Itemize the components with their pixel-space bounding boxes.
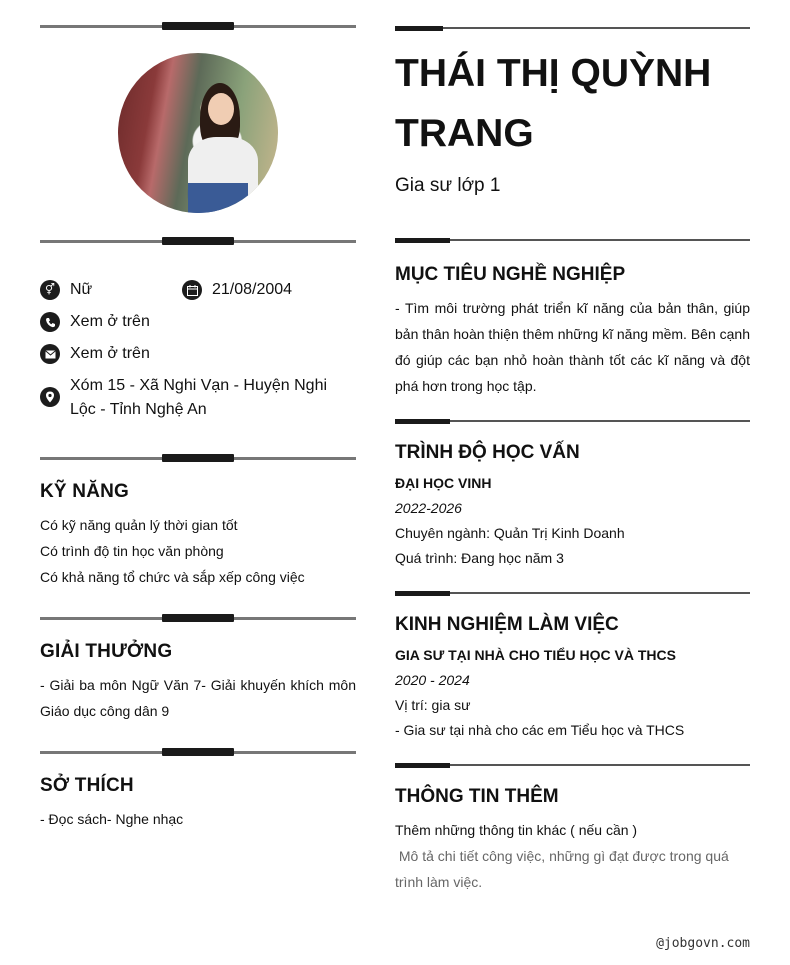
map-pin-icon [40, 387, 60, 407]
extra-block [395, 817, 750, 895]
extra-heading: THÔNG TIN THÊM [395, 786, 559, 807]
education-period: 2022-2026 [395, 500, 462, 516]
birthdate-value: 21/08/2004 [212, 281, 293, 298]
experience-role: GIA SƯ TẠI NHÀ CHO TIỂU HỌC VÀ THCS [395, 647, 676, 663]
section-divider [395, 26, 750, 32]
hobbies-heading: SỞ THÍCH [40, 775, 134, 796]
avatar [118, 53, 278, 213]
section-divider [40, 22, 356, 32]
watermark: @jobgovn.com [656, 936, 750, 951]
calendar-icon [182, 280, 202, 300]
section-divider [395, 591, 750, 597]
education-major: Chuyên ngành: Quản Trị Kinh Doanh [395, 525, 625, 541]
section-divider [40, 614, 356, 624]
address-value: Xóm 15 - Xã Nghi Vạn - Huyện Nghi Lộc - Tỉnh Nghệ An [70, 377, 328, 418]
awards-heading: GIẢI THƯỞNG [40, 641, 173, 662]
experience-position: Vị trí: gia sư [395, 697, 471, 713]
section-divider [40, 237, 356, 247]
experience-heading: KINH NGHIỆM LÀM VIỆC [395, 614, 619, 635]
birthdate-row [182, 278, 292, 302]
candidate-name: THÁI THỊ QUỲNH TRANG [395, 52, 712, 155]
email-value: Xem ở trên [70, 345, 150, 362]
gender-row [40, 278, 92, 302]
gender-icon: ⚥ [40, 280, 60, 300]
awards-text: - Giải ba môn Ngữ Văn 7- Giải khuyến khích môn Giáo dục công dân 9 [40, 677, 356, 719]
education-progress: Quá trình: Đang học năm 3 [395, 550, 564, 566]
phone-value: Xem ở trên [70, 313, 150, 330]
gender-value: Nữ [70, 281, 93, 298]
skill-item: Có kỹ năng quản lý thời gian tốt [40, 517, 238, 533]
job-title: Gia sư lớp 1 [395, 175, 501, 196]
section-divider [40, 748, 356, 758]
email-row [40, 342, 150, 366]
skills-list [40, 512, 356, 590]
objective-text: - Tìm môi trường phát triển kĩ năng của bản thân, giúp bản thân hoàn thiện thêm những kĩ năng mềm. Bên cạnh đó giúp các bạn nhỏ hoàn thành tốt các kĩ năng và đột phá hơn trong học tập. [395, 300, 750, 394]
section-divider [395, 419, 750, 425]
address-row [40, 374, 356, 422]
experience-period: 2020 - 2024 [395, 672, 470, 688]
section-divider [395, 763, 750, 769]
skill-item: Có khả năng tổ chức và sắp xếp công việc [40, 569, 305, 585]
education-heading: TRÌNH ĐỘ HỌC VẤN [395, 442, 580, 463]
phone-icon [40, 312, 60, 332]
school-name: ĐẠI HỌC VINH [395, 475, 492, 491]
extra-line-1: Thêm những thông tin khác ( nếu cần ) [395, 822, 638, 838]
extra-line-2: Mô tả chi tiết công việc, những gì đạt được trong quá trình làm việc. [395, 848, 733, 890]
skill-item: Có trình độ tin học văn phòng [40, 543, 224, 559]
section-divider [40, 454, 356, 464]
experience-block [395, 643, 750, 743]
experience-description: - Gia sư tại nhà cho các em Tiểu học và THCS [395, 722, 685, 738]
objective-heading: MỤC TIÊU NGHỀ NGHIỆP [395, 264, 626, 285]
section-divider [395, 238, 750, 244]
hobbies-text: - Đọc sách- Nghe nhạc [40, 811, 184, 827]
phone-row [40, 310, 150, 334]
envelope-icon [40, 344, 60, 364]
education-block [395, 471, 750, 571]
skills-heading: KỸ NĂNG [40, 481, 130, 502]
